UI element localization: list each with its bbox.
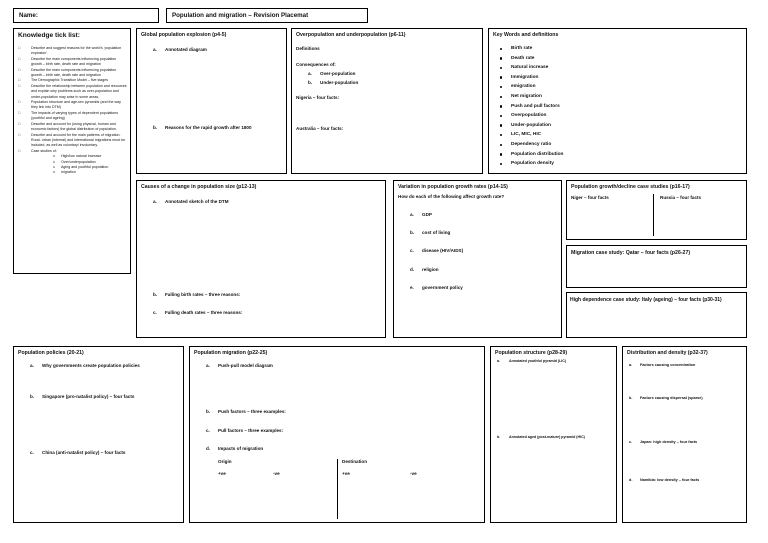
growth-case-studies-box bbox=[566, 180, 747, 240]
japan-facts: Japan: high density – four facts bbox=[640, 440, 698, 444]
item-letter: c. bbox=[206, 428, 210, 433]
keyword-item: Under-population bbox=[497, 121, 564, 131]
explosion-b: Reasons for the rapid growth after 1800 bbox=[165, 125, 252, 130]
pull-factors: Pull factors – three examples: bbox=[218, 428, 284, 433]
keyword-item: Dependency ratio bbox=[497, 140, 564, 150]
causes-c: Falling death rates – three reasons: bbox=[165, 310, 243, 315]
case-study-subitem: o Over/underpopulation bbox=[53, 160, 128, 165]
tick-item[interactable]: □ Describe the main components influencing population growth – birth rate, death rate and migration bbox=[18, 57, 128, 68]
keywords-title: Key Words and definitions bbox=[493, 32, 559, 38]
tick-item[interactable]: □ Population structure and age-sex pyramids (and the way they link into DTM) bbox=[18, 100, 128, 111]
over-population-label: Over-population bbox=[320, 71, 356, 76]
distribution-box bbox=[622, 346, 747, 523]
origin-negative: -ve bbox=[273, 471, 280, 476]
keyword-item: emigration bbox=[497, 82, 564, 92]
variation-box bbox=[393, 180, 562, 338]
factor-disease: disease (HIV/AIDS) bbox=[422, 248, 464, 253]
item-letter: a. bbox=[206, 363, 210, 368]
tick-item[interactable]: □ Describe the main components influencing population growth – birth rate, death rate and migration bbox=[18, 68, 128, 79]
keyword-item: Death rate bbox=[497, 54, 564, 64]
tick-item[interactable]: □ Describe and account for the main patterns of migration. Rural- urban (internal) and international migrations must be included, as well as voluntary/ involuntary. bbox=[18, 133, 128, 149]
origin-destination-divider bbox=[337, 459, 338, 519]
item-letter: a. bbox=[30, 363, 34, 368]
name-field[interactable] bbox=[13, 8, 159, 23]
namibia-facts: Namibia: low density – four facts bbox=[640, 478, 700, 482]
factor-gdp: GDP bbox=[422, 212, 432, 217]
explosion-title: Global population explosion (p4-5) bbox=[141, 32, 227, 38]
push-factors: Push factors – three examples: bbox=[218, 409, 286, 414]
push-pull-diagram: Push-pull model diagram bbox=[218, 363, 273, 368]
growth-cs-title: Population growth/decline case studies (p16-17) bbox=[571, 184, 690, 190]
explosion-box bbox=[136, 28, 287, 174]
concentration-factors: Factors causing concentration bbox=[640, 363, 696, 367]
item-letter: c. bbox=[410, 248, 414, 253]
item-letter: a. bbox=[497, 359, 500, 363]
knowledge-tick-list bbox=[13, 28, 131, 274]
factor-government-policy: government policy bbox=[422, 285, 463, 290]
name-label: Name: bbox=[19, 12, 38, 19]
item-letter: b. bbox=[206, 409, 211, 414]
origin-label: Origin bbox=[218, 459, 232, 464]
explosion-a: Annotated diagram bbox=[165, 47, 207, 52]
tick-item[interactable]: □ Describe and suggest reasons for the world’s ‘population explosion’. bbox=[18, 46, 128, 57]
destination-negative: -ve bbox=[410, 471, 417, 476]
impacts-of-migration: Impacts of migration bbox=[218, 446, 264, 451]
causes-a: Annotated sketch of the DTM bbox=[165, 199, 229, 204]
item-letter: a. bbox=[629, 363, 633, 367]
item-letter: c. bbox=[153, 310, 157, 315]
factor-cost-of-living: cost of living bbox=[422, 230, 451, 235]
divider bbox=[653, 194, 654, 236]
migration-title: Population migration (p22-25) bbox=[194, 350, 268, 356]
origin-positive: +ve bbox=[218, 471, 226, 476]
causes-title: Causes of a change in population size (p12-13) bbox=[141, 184, 257, 190]
overpopulation-box bbox=[291, 28, 483, 174]
factor-religion: religion bbox=[422, 267, 439, 272]
keyword-item: Birth rate bbox=[497, 44, 564, 54]
keywords-box bbox=[488, 28, 747, 174]
qatar-box bbox=[566, 245, 747, 288]
structure-title: Population structure (p28-29) bbox=[495, 350, 568, 356]
under-population-label: Under-population bbox=[320, 80, 359, 85]
keyword-item: Immigration bbox=[497, 73, 564, 83]
title-box bbox=[166, 8, 368, 23]
knowledge-list bbox=[18, 46, 128, 176]
item-letter: b. bbox=[410, 230, 415, 235]
italy-box bbox=[566, 292, 747, 338]
singapore-facts: Singapore (pro-natalist policy) – four facts bbox=[42, 394, 135, 399]
tick-item[interactable] bbox=[18, 149, 128, 176]
keyword-item: Overpopulation bbox=[497, 111, 564, 121]
tick-item[interactable]: □ The Demographic Transition Model – five stages bbox=[18, 78, 128, 83]
knowledge-title: Knowledge tick list: bbox=[18, 32, 80, 39]
keyword-item: LIC, MIC, HIC bbox=[497, 130, 564, 140]
case-study-subitem: o Aging and youthful population bbox=[53, 165, 128, 170]
causes-box bbox=[136, 180, 386, 338]
overpopulation-title: Overpopulation and underpopulation (p6-11) bbox=[296, 32, 406, 38]
consequences-label: Consequences of: bbox=[296, 62, 336, 67]
item-letter: a. bbox=[153, 199, 157, 204]
youthful-pyramid: Annotated youthful pyramid (LIC) bbox=[509, 359, 567, 363]
destination-positive: +ve bbox=[342, 471, 350, 476]
qatar-title: Migration case study: Qatar – four facts (p26-27) bbox=[571, 250, 691, 256]
variation-question: How do each of the following affect growth rate? bbox=[398, 194, 505, 199]
item-letter: b. bbox=[308, 80, 313, 85]
policies-box bbox=[13, 346, 184, 523]
page-title: Population and migration – Revision Placemat bbox=[172, 12, 309, 19]
aged-pyramid: Annotated aged (post-mature) pyramid (HIC) bbox=[509, 435, 585, 439]
item-letter: b. bbox=[629, 396, 633, 400]
item-letter: c. bbox=[629, 440, 633, 444]
keyword-item: Push and pull factors bbox=[497, 102, 564, 112]
case-study-subitem: o migration bbox=[53, 170, 128, 175]
variation-title: Variation in population growth rates (p14-15) bbox=[398, 184, 508, 190]
migration-box bbox=[189, 346, 485, 523]
case-studies-label: Case studies of: bbox=[31, 148, 57, 153]
china-facts: China (anti-natalist policy) – four facts bbox=[42, 450, 126, 455]
item-letter: d. bbox=[206, 446, 211, 451]
destination-label: Destination bbox=[342, 459, 368, 464]
item-letter: b. bbox=[30, 394, 35, 399]
policies-title: Population policies (20-21) bbox=[18, 350, 84, 356]
niger-facts: Niger – four facts bbox=[571, 195, 609, 200]
policies-a: Why governments create population policies bbox=[42, 363, 140, 368]
distribution-title: Distribution and density (p32-37) bbox=[627, 350, 708, 356]
australia-facts: Australia – four facts: bbox=[296, 126, 344, 131]
item-letter: b. bbox=[153, 125, 158, 130]
definitions-label: Definitions bbox=[296, 46, 320, 51]
dispersal-factors: Factors causing dispersal (sparse) bbox=[640, 396, 703, 400]
item-letter: c. bbox=[30, 450, 34, 455]
tick-item[interactable]: □ The impacts of varying types of dependent populations (youthful and ageing) bbox=[18, 111, 128, 122]
keywords-list bbox=[497, 44, 564, 169]
nigeria-facts: Nigeria – four facts: bbox=[296, 95, 340, 100]
item-letter: e. bbox=[410, 285, 414, 290]
keyword-item: Net migration bbox=[497, 92, 564, 102]
item-letter: d. bbox=[629, 478, 633, 482]
tick-item[interactable]: □ Describe and account for (using physical, human and economic factors) the global distribution of population. bbox=[18, 122, 128, 133]
russia-facts: Russia – four facts bbox=[660, 195, 702, 200]
item-letter: d. bbox=[410, 267, 415, 272]
keyword-item: Population density bbox=[497, 159, 564, 169]
italy-title: High dependence case study: Italy (ageing) – four facts (p30-31) bbox=[570, 297, 722, 303]
item-letter: b. bbox=[497, 435, 501, 439]
keyword-item: Population distribution bbox=[497, 150, 564, 160]
keyword-item: Natural increase bbox=[497, 63, 564, 73]
structure-box bbox=[490, 346, 617, 523]
item-letter: a. bbox=[153, 47, 157, 52]
item-letter: a. bbox=[410, 212, 414, 217]
item-letter: a. bbox=[308, 71, 312, 76]
case-study-subitem: o High/low natural increase bbox=[53, 154, 128, 159]
causes-b: Falling birth rates – three reasons: bbox=[165, 292, 241, 297]
item-letter: b. bbox=[153, 292, 158, 297]
tick-item[interactable]: □ Describe the relationship between population and resources and explain why problems such as over-population and under-population may arise in some areas. bbox=[18, 84, 128, 100]
